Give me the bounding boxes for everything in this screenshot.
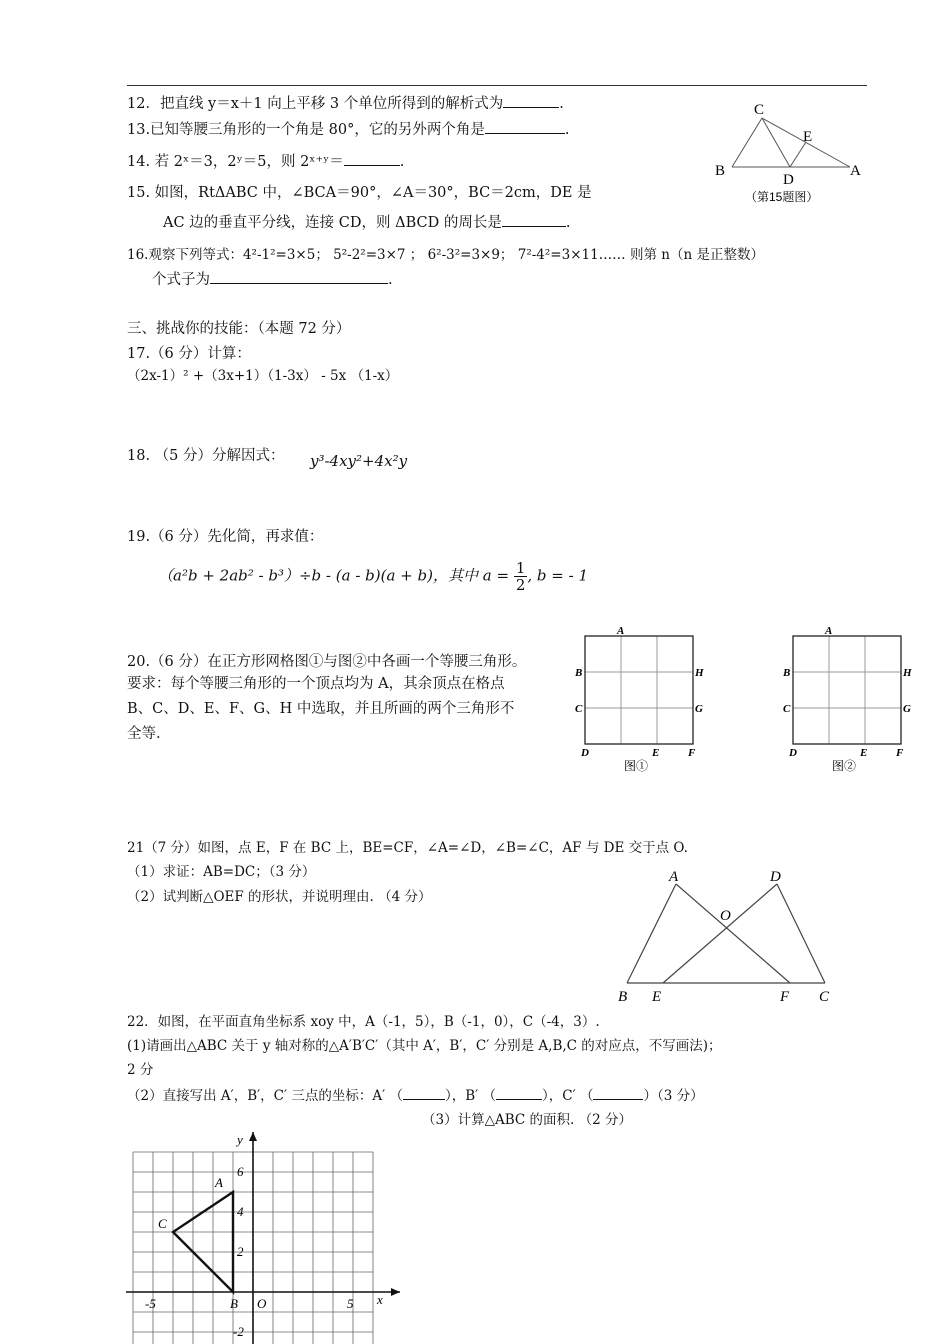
q12-end: .: [559, 96, 564, 112]
g2-label-B: B: [783, 667, 791, 679]
q22-point-A: A: [215, 1175, 223, 1190]
q22-b-prime-blank[interactable]: [496, 1085, 542, 1100]
q15-end: .: [565, 215, 571, 231]
question-16-line2: [152, 268, 393, 289]
q19-cond-b: , b = - 1: [527, 566, 588, 585]
q22-y-axis-label: y: [237, 1132, 243, 1147]
q16-answer-blank[interactable]: [210, 269, 388, 284]
question-19-title: 19.（6 分）先化简，再求值：: [127, 529, 324, 545]
question-21-line3: （2）试判断△OEF 的形状，并说明理由. （4 分）: [127, 889, 432, 905]
q13-end: .: [564, 122, 570, 138]
question-17-expr: （2x-1）² +（3x+1）（1-3x） - 5x （1-x）: [127, 368, 399, 384]
question-15-line2: [163, 211, 570, 232]
g1-label-F: F: [688, 747, 696, 759]
q14-answer-blank[interactable]: [344, 151, 400, 166]
question-20-line2: 要求：每个等腰三角形的一个顶点均为 A，其余顶点在格点: [127, 676, 505, 692]
q19-cond-a: a =: [482, 566, 510, 585]
q21-label-A: A: [669, 869, 679, 885]
question-15-line1: 15. 如图，RtΔABC 中，∠BCA＝90°，∠A＝30°，BC＝2cm，DE 是: [127, 185, 592, 201]
g1-label-D: D: [581, 747, 589, 759]
q15-label-B: B: [715, 163, 726, 179]
g1-label-E: E: [652, 747, 660, 759]
question-17-title: 17.（6 分）计算：: [127, 346, 251, 362]
q22-coordinate-grid: [120, 1128, 410, 1344]
q22-origin-label: O: [257, 1296, 267, 1311]
g2-label-D: D: [789, 747, 797, 759]
q22-x-axis-label: x: [377, 1292, 383, 1307]
g1-label-B: B: [575, 667, 583, 679]
q15-label-A: A: [850, 163, 861, 179]
g2-caption: 图②: [832, 759, 857, 773]
q15-triangle-figure: [705, 95, 875, 210]
g2-label-E: E: [860, 747, 868, 759]
question-16-line1: 16.观察下列等式：4²-1²=3×5； 5²-2²=3×7 ； 6²-3²=3×9； 7²-4²=3×11…… 则第 n（n 是正整数）: [127, 247, 764, 263]
q15-answer-blank[interactable]: [502, 212, 566, 227]
g2-label-G: G: [903, 703, 911, 715]
question-18-title: 18. （5 分）分解因式：: [127, 448, 285, 464]
q21-label-E: E: [652, 989, 662, 1005]
question-22-line4: [127, 1084, 704, 1104]
q19-expression: （a²b + 2ab² - b³）÷b - (a - b)(a + b)，其中: [158, 566, 478, 585]
q12-text: 12．把直线 y＝x＋1 向上平移 3 个单位所得到的解析式为: [127, 96, 504, 112]
q21-label-O: O: [720, 908, 731, 924]
top-rule: [127, 85, 867, 86]
section-3-title: 三、挑战你的技能：（本题 72 分）: [127, 321, 351, 337]
q20-grid-figure-1: [574, 623, 714, 778]
question-12: [127, 92, 564, 113]
q22-point-C: C: [158, 1216, 167, 1231]
q19-fraction: [514, 560, 528, 593]
g2-label-H: H: [903, 667, 912, 679]
q22-tick-x5: 5: [347, 1296, 354, 1311]
question-18-expr: y³-4xy²+4x²y: [310, 452, 408, 470]
q16-text: 个式子为: [152, 272, 210, 288]
q16-end: .: [388, 272, 393, 288]
question-22-line1: 22．如图，在平面直角坐标系 xoy 中，A（-1，5），B（-1，0），C（-4，3）.: [127, 1014, 600, 1030]
q22-tick-xneg5: -5: [145, 1296, 156, 1311]
q22-tick-y6: 6: [237, 1164, 244, 1179]
q13-text: 13.已知等腰三角形的一个角是 80°，它的另外两个角是: [127, 122, 485, 138]
q15-label-C: C: [754, 102, 765, 118]
q22-tick-y4: 4: [237, 1204, 244, 1219]
g1-label-A: A: [617, 625, 625, 637]
q21-label-C: C: [819, 989, 830, 1005]
q22-c-prime-blank[interactable]: [593, 1085, 643, 1100]
question-22-line3: 2 分: [127, 1062, 154, 1078]
g2-label-C: C: [783, 703, 791, 715]
q20-grid-figure-2: [782, 623, 922, 778]
q13-answer-blank[interactable]: [485, 119, 565, 134]
question-20-line4: 全等.: [127, 726, 161, 742]
question-21-line1: 21（7 分）如图，点 E，F 在 BC 上，BE=CF，∠A=∠D，∠B=∠C，AF 与 DE 交于点 O.: [127, 840, 688, 856]
q22-point-B: B: [230, 1296, 238, 1311]
g2-label-F: F: [896, 747, 904, 759]
q14-text: 14. 若 2ˣ＝3，2ʸ＝5，则 2ˣ⁺ʸ＝: [127, 154, 344, 170]
q15-fig-caption: （第15题图）: [745, 190, 819, 204]
question-19-expr: [158, 560, 588, 593]
g1-label-C: C: [575, 703, 583, 715]
q22-l4-b: ），B′ （: [444, 1088, 497, 1104]
question-20-line3: B、C、D、E、F、G、H 中选取，并且所画的两个三角形不: [127, 701, 515, 717]
q15-label-E: E: [803, 129, 813, 145]
q21-label-B: B: [618, 989, 628, 1005]
q22-tick-y2: 2: [237, 1244, 244, 1259]
q15-label-D: D: [783, 172, 794, 188]
q21-triangle-figure: [610, 862, 845, 1007]
q22-l4-a: （2）直接写出 A′，B′，C′ 三点的坐标：A′ （: [127, 1088, 403, 1104]
q22-a-prime-blank[interactable]: [403, 1085, 445, 1100]
q22-tick-yneg2: -2: [233, 1324, 244, 1339]
question-22-line5: （3）计算△ABC 的面积. （2 分）: [422, 1112, 632, 1128]
question-14: [127, 150, 404, 171]
q19-frac-num: 1: [515, 559, 526, 577]
g1-caption: 图①: [624, 759, 649, 773]
q22-l4-d: ）（3 分）: [643, 1088, 704, 1104]
question-13: [127, 118, 569, 139]
question-20-line1: 20.（6 分）在正方形网格图①与图②中各画一个等腰三角形。: [127, 654, 527, 670]
question-22-line2: (1)请画出△ABC 关于 y 轴对称的△A′B′C′（其中 A′，B′，C′ 分别是 A,B,C 的对应点，不写画法)；: [127, 1038, 722, 1054]
g1-label-G: G: [695, 703, 703, 715]
g2-label-A: A: [825, 625, 833, 637]
q15-text: AC 边的垂直平分线，连接 CD，则 ΔBCD 的周长是: [163, 215, 502, 231]
question-21-line2: （1）求证：AB=DC；（3 分）: [127, 864, 316, 880]
q19-frac-den: 2: [515, 576, 526, 594]
q14-end: .: [399, 154, 405, 170]
g1-label-H: H: [695, 667, 704, 679]
q22-l4-c: ），C′ （: [542, 1088, 594, 1104]
q12-answer-blank[interactable]: [503, 93, 559, 108]
q21-label-D: D: [770, 869, 781, 885]
q21-label-F: F: [780, 989, 790, 1005]
